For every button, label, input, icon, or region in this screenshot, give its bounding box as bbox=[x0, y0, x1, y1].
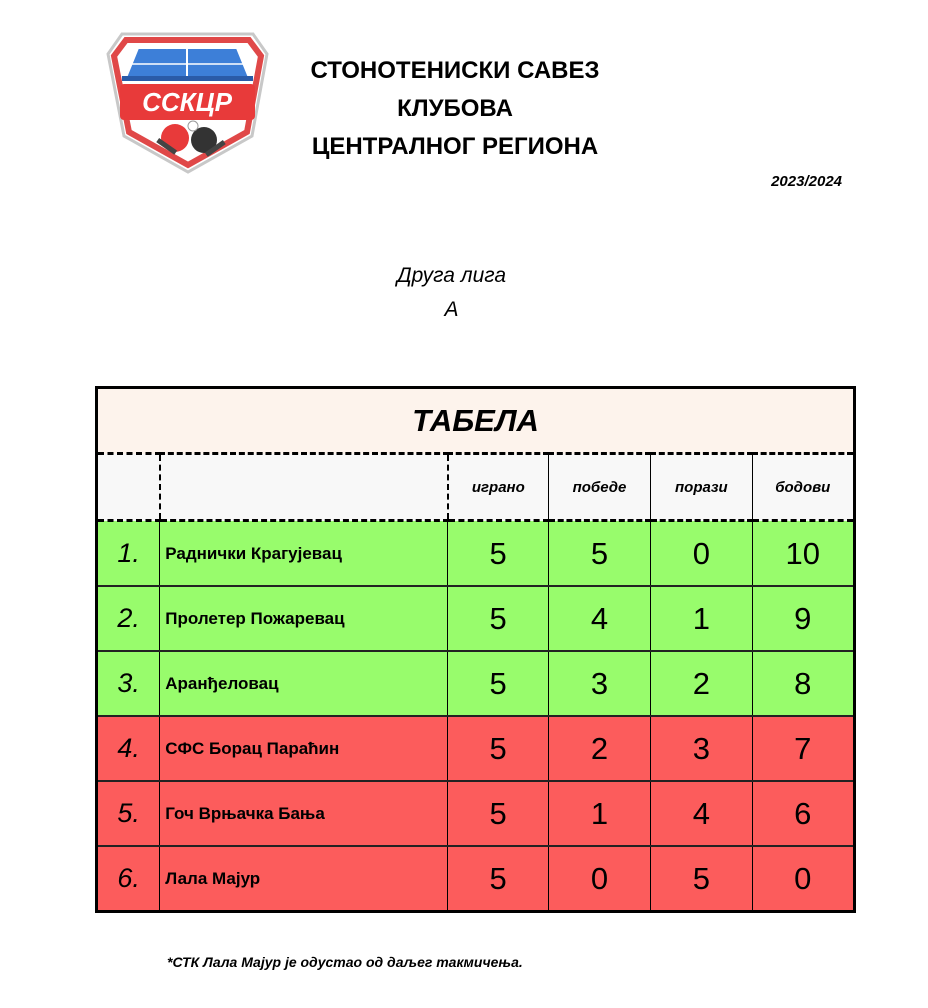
league-logo bbox=[100, 26, 275, 176]
position-cell: 6. bbox=[97, 846, 160, 912]
points-cell: 10 bbox=[752, 521, 854, 587]
header-position bbox=[97, 454, 160, 521]
played-cell: 5 bbox=[448, 781, 548, 846]
table-row bbox=[97, 521, 855, 587]
table-row bbox=[97, 716, 855, 781]
table-row bbox=[97, 781, 855, 846]
season-label: 2023/2024 bbox=[771, 173, 842, 190]
org-line-3: ЦЕНТРАЛНОГ РЕГИОНА bbox=[311, 133, 599, 160]
table-row bbox=[97, 586, 855, 651]
played-cell: 5 bbox=[448, 521, 548, 587]
header-lost: порази bbox=[651, 454, 752, 521]
lost-cell: 1 bbox=[651, 586, 752, 651]
position-cell: 1. bbox=[97, 521, 160, 587]
points-cell: 6 bbox=[752, 781, 854, 846]
team-name-cell: Пролетер Пожаревац bbox=[160, 586, 448, 651]
played-cell: 5 bbox=[448, 846, 548, 912]
won-cell: 3 bbox=[548, 651, 650, 716]
table-row bbox=[97, 846, 855, 912]
team-name-cell: СФС Борац Параћин bbox=[160, 716, 448, 781]
position-cell: 2. bbox=[97, 586, 160, 651]
logo-text: ССКЦР bbox=[142, 87, 232, 117]
table-row bbox=[97, 651, 855, 716]
won-cell: 4 bbox=[548, 586, 650, 651]
table-header-row bbox=[97, 454, 855, 521]
played-cell: 5 bbox=[448, 586, 548, 651]
lost-cell: 4 bbox=[651, 781, 752, 846]
points-cell: 9 bbox=[752, 586, 854, 651]
footnote: *СТК Лала Мајур је одустао од даљег такмичења. bbox=[167, 954, 523, 970]
header-won: победе bbox=[548, 454, 650, 521]
won-cell: 2 bbox=[548, 716, 650, 781]
org-line-1: СТОНОТЕНИСКИ САВЕЗ bbox=[310, 57, 600, 84]
team-name-cell: Раднички Крагујевац bbox=[160, 521, 448, 587]
header-team bbox=[160, 454, 448, 521]
standings-table bbox=[95, 386, 856, 913]
position-cell: 3. bbox=[97, 651, 160, 716]
table-title: ТАБЕЛА bbox=[97, 388, 855, 454]
won-cell: 1 bbox=[548, 781, 650, 846]
lost-cell: 5 bbox=[651, 846, 752, 912]
won-cell: 5 bbox=[548, 521, 650, 587]
lost-cell: 2 bbox=[651, 651, 752, 716]
lost-cell: 3 bbox=[651, 716, 752, 781]
lost-cell: 0 bbox=[651, 521, 752, 587]
org-line-2: КЛУБОВА bbox=[397, 95, 513, 122]
position-cell: 4. bbox=[97, 716, 160, 781]
league-name: Друга лига bbox=[396, 264, 507, 287]
header-points: бодови bbox=[752, 454, 854, 521]
points-cell: 8 bbox=[752, 651, 854, 716]
played-cell: 5 bbox=[448, 651, 548, 716]
position-cell: 5. bbox=[97, 781, 160, 846]
points-cell: 7 bbox=[752, 716, 854, 781]
team-name-cell: Аранђеловац bbox=[160, 651, 448, 716]
league-group: А bbox=[444, 298, 459, 321]
played-cell: 5 bbox=[448, 716, 548, 781]
header-played: играно bbox=[448, 454, 548, 521]
team-name-cell: Гоч Врњачка Бања bbox=[160, 781, 448, 846]
won-cell: 0 bbox=[548, 846, 650, 912]
points-cell: 0 bbox=[752, 846, 854, 912]
team-name-cell: Лала Мајур bbox=[160, 846, 448, 912]
organization-title bbox=[270, 52, 640, 166]
